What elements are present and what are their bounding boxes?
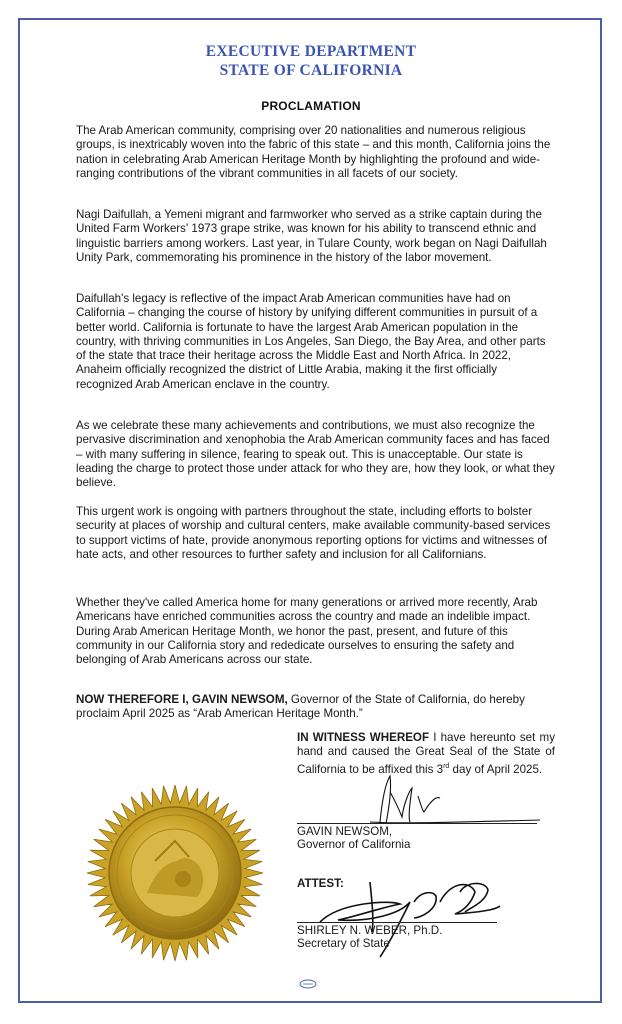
governor-title: Governor of California xyxy=(297,838,411,851)
proclamation-statement-text: Governor of the State of California, do hereby proclaim April 2025 as “Arab American Heritage Month.” xyxy=(76,693,525,721)
secretary-signature-line xyxy=(297,922,497,923)
witness-clause-text-1: I have hereunto set my hand and caused the Great Seal of the State of California to be affixed this 3 xyxy=(297,731,555,776)
proclamation-statement xyxy=(76,693,556,722)
paragraph-5: This urgent work is ongoing with partners throughout the state, including efforts to bolster security at places of worship and cultural centers, make available community-based services to support victims of hate, provide anonymous reporting options for victims and witnesses of hate acts, and other resources to further safety and inclusion for all Californians. xyxy=(76,505,551,561)
letterhead xyxy=(0,42,622,80)
attest-label: ATTEST: xyxy=(297,877,344,890)
great-seal-icon xyxy=(85,783,265,963)
secretary-name: SHIRLEY N. WEBER, Ph.D. xyxy=(297,924,443,937)
witness-clause-bold: IN WITNESS WHEREOF xyxy=(297,731,430,744)
union-label-icon xyxy=(299,979,317,989)
paragraph-4: As we celebrate these many achievements and contributions, we must also recognize the pervasive discrimination and xenophobia the Arab American community faces and has faced – with many suffering in silence, fearing to speak out. This is unacceptable. Our state is leading the charge to protect those under attack for who they are, how they look, or what they believe. xyxy=(76,419,555,490)
paragraph-2: Nagi Daifullah, a Yemeni migrant and farmworker who served as a strike captain during the United Farm Workers' 1973 grape strike, was known for his ability to transcend ethnic and linguistic barriers among workers. Last year, in Tulare County, work began on Nagi Daifullah Unity Park, commemorating his prominence in the history of the labor movement. xyxy=(76,208,547,264)
letterhead-line-1: EXECUTIVE DEPARTMENT xyxy=(205,43,417,60)
witness-clause-ordinal: rd xyxy=(443,762,450,770)
letterhead-line-2: STATE OF CALIFORNIA xyxy=(219,62,403,79)
witness-clause xyxy=(297,731,555,777)
document-title: PROCLAMATION xyxy=(261,99,361,113)
governor-name: GAVIN NEWSOM, xyxy=(297,825,393,838)
secretary-title: Secretary of State xyxy=(297,937,390,950)
paragraph-1: The Arab American community, comprising over 20 nationalities and numerous religious groups, is inextricably woven into the fabric of this state – and this month, California joins the nation in celebrating Arab American Heritage Month by highlighting the profound and wide-ranging contributions of the vibrant communities in all facets of our society. xyxy=(76,124,551,180)
paragraph-3: Daifullah's legacy is reflective of the impact Arab American communities have had on California – changing the course of history by unifying different communities in pursuit of a better world. California is fortunate to have the largest Arab American population in the country, with thriving communities in Los Angeles, San Diego, the Bay Area, and other parts of the state that trace their heritage across the Middle East and North Africa. In 2022, Anaheim officially recognized the district of Little Arabia, making it the first officially recognized Arab American enclave in the country. xyxy=(76,292,546,391)
proclamation-statement-bold: NOW THEREFORE I, GAVIN NEWSOM, xyxy=(76,693,288,706)
governor-signature-line xyxy=(297,823,537,824)
witness-clause-text-2: day of April 2025. xyxy=(449,762,543,776)
paragraph-6: Whether they've called America home for many generations or arrived more recently, Arab Americans have enriched communities across the country and made an indelible impact. During Arab American Heritage Month, we honor the past, present, and future of this community in our California story and rededicate ourselves to ensuring the safety and belonging of Arab Americans across our state. xyxy=(76,596,538,667)
